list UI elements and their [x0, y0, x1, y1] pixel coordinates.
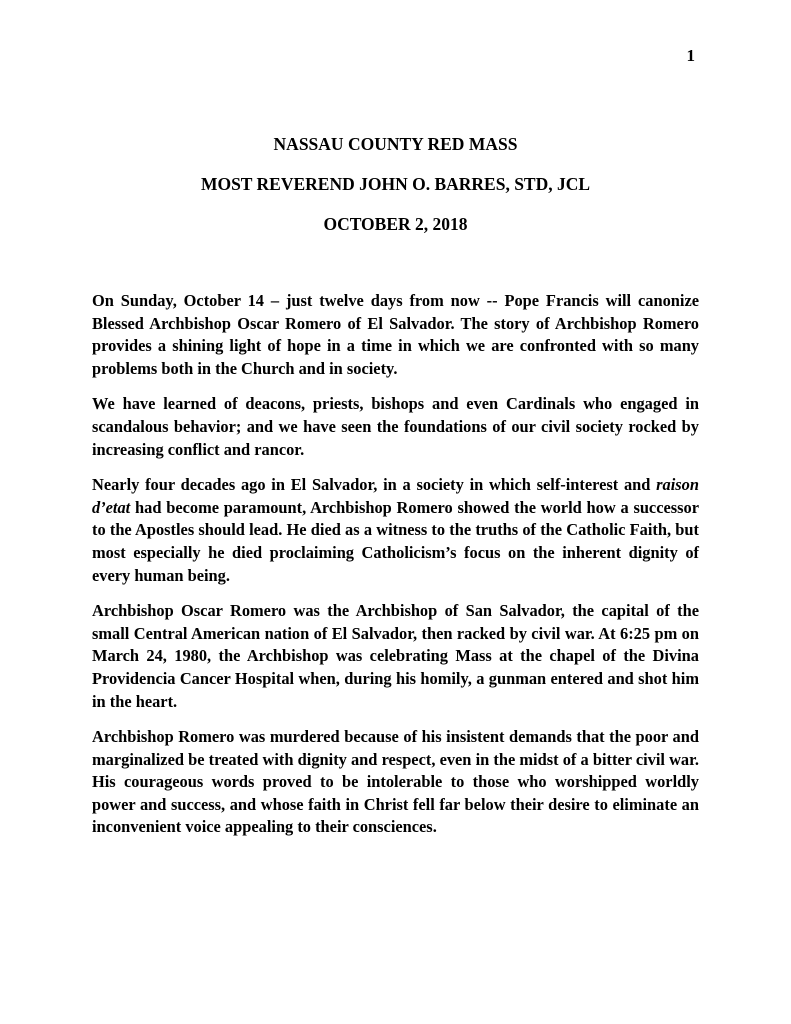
paragraph-1: On Sunday, October 14 – just twelve days from now -- Pope Francis will canonize Blessed Archbishop Oscar Romero of El Salvador. The story of Archbishop Romero provides a shining light of hope in a time in which we are confronted with so many problems both in the Church and in society.: [92, 291, 699, 378]
body-text: [92, 290, 699, 852]
paragraph-3: [92, 474, 699, 587]
speaker-line: MOST REVEREND JOHN O. BARRES, STD, JCL: [200, 174, 591, 194]
paragraph-3-start: Nearly four decades ago in El Salvador, in a society in which self-interest and: [92, 475, 657, 495]
paragraph-4: Archbishop Oscar Romero was the Archbishop of San Salvador, the capital of the small Central American nation of El Salvador, then racked by civil war. At 6:25 pm on March 24, 1980, the Archbishop was celebrating Mass at the chapel of the Divina Providencia Cancer Hospital when, during his homily, a gunman entered and shot him in the heart.: [92, 601, 699, 711]
italic-phrase: raison d’etat: [92, 475, 699, 517]
paragraph-3-end: had become paramount, Archbishop Romero showed the world how a successor to the Apostles should lead. He died as a witness to the truths of the Catholic Faith, but most especially he died proclaiming Catholicism’s focus on the inherent dignity of every human being.: [92, 497, 699, 585]
paragraph-2: We have learned of deacons, priests, bishops and even Cardinals who engaged in scandalous behavior; and we have seen the foundations of our civil society rocked by increasing conflict and rancor.: [92, 394, 699, 459]
title-block: [0, 133, 791, 253]
document-title: NASSAU COUNTY RED MASS: [273, 134, 518, 154]
paragraph-5: Archbishop Romero was murdered because of his insistent demands that the poor and marginalized be treated with dignity and respect, even in the midst of a bitter civil war. His courageous words proved to be intolerable to those who worshipped worldly power and success, and whose faith in Christ fell far below their desire to eliminate an inconvenient voice appealing to their consciences.: [92, 727, 699, 837]
date-line: OCTOBER 2, 2018: [323, 214, 468, 234]
page-number: 1: [686, 46, 695, 65]
